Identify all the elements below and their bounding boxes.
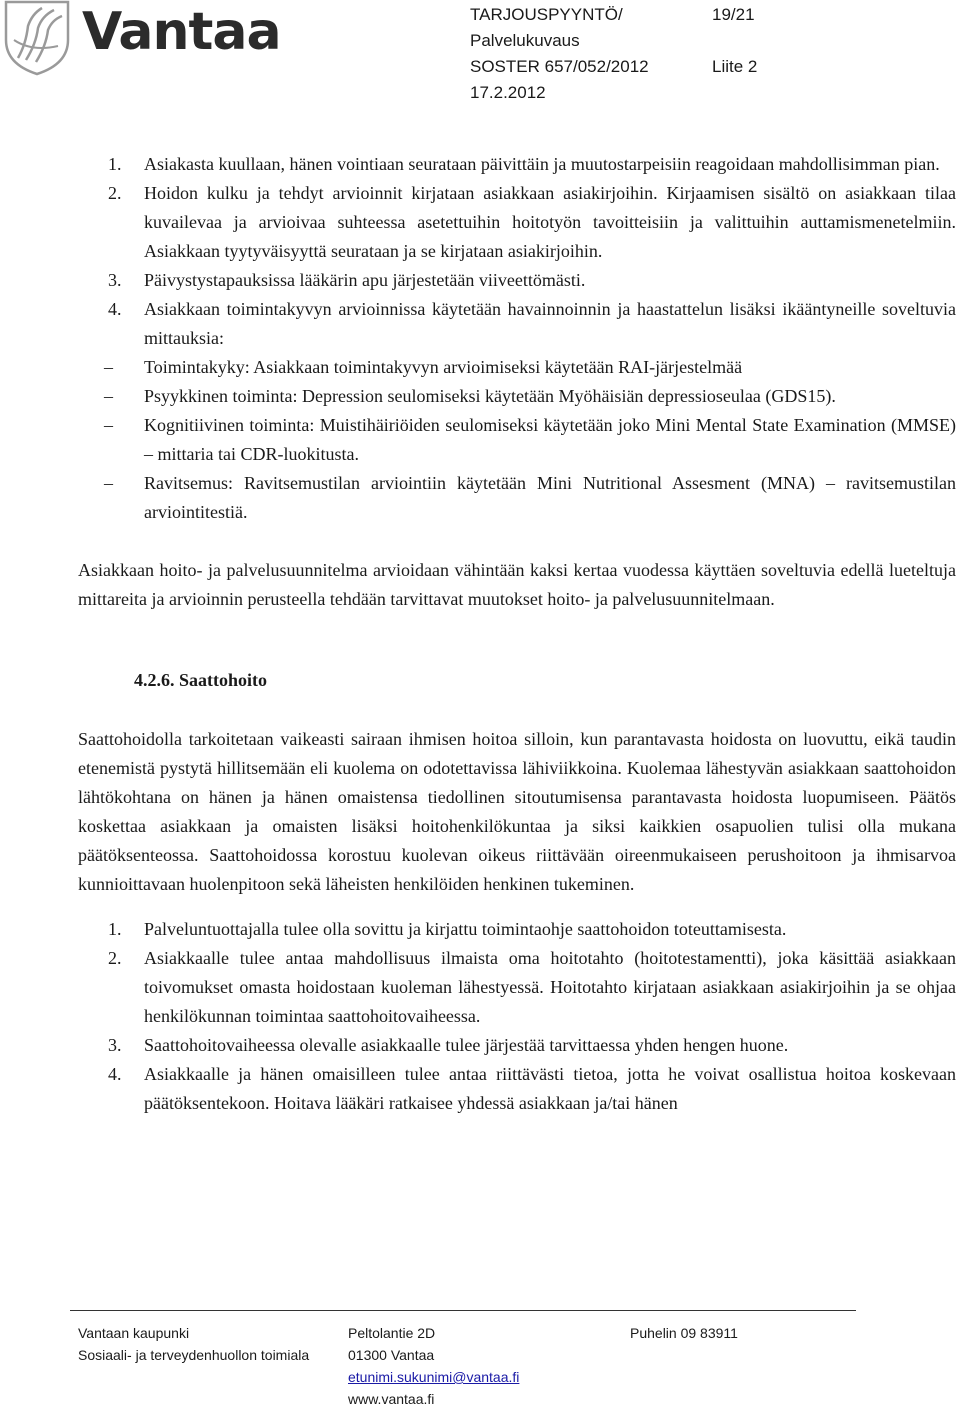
doc-type: TARJOUSPYYNTÖ/ <box>470 5 623 24</box>
list-item <box>78 150 956 179</box>
list-item-text: Ravitsemus: Ravitsemustilan arviointiin käytetään Mini Nutritional Assesment (MNA) – ravitsemustilan arviointitestiä. <box>144 473 956 522</box>
list-item-text: Asiakkaalle ja hänen omaisilleen tulee antaa riittävästi tietoa, jotta he voivat osallistua hoitoa koskevaan päätöksentekoon. Hoitava lääkäri ratkaisee yhdessä asiakkaan ja/tai hänen <box>144 1064 956 1113</box>
list-item-text: Asiakkaan toimintakyvyn arvioinnissa käytetään havainnoinnin ja haastattelun lisäksi ikääntyneille soveltuvia mittauksia: <box>144 299 956 348</box>
numbered-list <box>78 915 956 1118</box>
list-item <box>78 1060 956 1118</box>
list-item <box>78 915 956 944</box>
list-number: 4. <box>108 1064 122 1084</box>
email-link[interactable]: etunimi.sukunimi@vantaa.fi <box>348 1369 520 1385</box>
list-item <box>78 944 956 1031</box>
footer-address <box>348 1322 519 1405</box>
list-item-text: Toimintakyky: Asiakkaan toimintakyvyn arvioimiseksi käytetään RAI-järjestelmää <box>144 357 743 377</box>
list-item-text: Kognitiivinen toiminta: Muistihäiriöiden seulomiseksi käytetään joko Mini Mental State Examination (MMSE) – mittaria tai CDR-luokitusta. <box>144 415 956 464</box>
list-item <box>78 266 956 295</box>
footer-contact <box>630 1322 738 1344</box>
document-body <box>78 150 956 1118</box>
list-item-text: Saattohoitovaiheessa olevalle asiakkaalle tulee järjestää tarvittaessa yhden hengen huone. <box>144 1035 789 1055</box>
list-item <box>78 411 956 469</box>
postal-address: 01300 Vantaa <box>348 1347 435 1363</box>
attachment-label: Liite 2 <box>712 57 758 76</box>
numbered-list <box>78 150 956 353</box>
list-number: 2. <box>108 183 122 203</box>
organization-name: Vantaan kaupunki <box>78 1325 190 1341</box>
street-address: Peltolantie 2D <box>348 1325 436 1341</box>
dash-bullet: – <box>104 386 113 406</box>
measurement-list <box>78 353 956 527</box>
list-number: 3. <box>108 1035 122 1055</box>
list-item-text: Psyykkinen toiminta: Depression seulomiseksi käytetään Myöhäisiän depressioseulaa (GDS15). <box>144 386 836 406</box>
dash-bullet: – <box>104 357 113 377</box>
list-item <box>78 469 956 527</box>
list-item-text: Hoidon kulku ja tehdyt arvioinnit kirjataan asiakkaan asiakirjoihin. Kirjaamisen sisältö on asiakkaan tilaa kuvailevaa ja arvioivaa suhteessa asetettuihin hoitotyön tavoitteisiin ja valittuihin auttamismenetelmiin. Asiakkaan tyytyväisyyttä seurataan ja se kirjataan asiakirjoihin. <box>144 183 956 261</box>
document-date: 17.2.2012 <box>470 83 546 102</box>
list-number: 1. <box>108 919 122 939</box>
phone-number: Puhelin 09 83911 <box>630 1325 738 1341</box>
paragraph: Saattohoidolla tarkoitetaan vaikeasti sairaan ihmisen hoitoa silloin, kun parantavasta hoidosta on luovuttu, eikä taudin etenemistä pystytä hillitsemään eli kuolema on odotettavissa lähiviikkoina. Kuolemaa lähestyvän asiakkaan saattohoidon lähtökohtana on hänen ja hänen omaistensa tiedollinen sitoutumisensa parantavasta hoidosta luopumiseen. Päätös koskettaa asiakkaan ja omaisten lisäksi hoitohenkilökuntaa ja siksi kaikkien osapuolien tulisi olla mukana päätöksenteossa. Saattohoidossa korostuu kuolevan oikeus riittävään oireenmukaiseen perushoitoon ja ihmisarvoa kunnioittavaan huolenpitoon sekä läheisten henkilöiden henkinen tukeminen. <box>78 729 956 894</box>
list-item <box>78 1031 956 1060</box>
website-text: www.vantaa.fi <box>348 1391 435 1405</box>
page-header <box>0 0 960 110</box>
dash-bullet: – <box>104 415 113 435</box>
reference-number: SOSTER 657/052/2012 <box>470 57 649 76</box>
vantaa-emblem-icon <box>2 0 72 76</box>
footer-organization <box>78 1322 309 1366</box>
department-name: Sosiaali- ja terveydenhuollon toimiala <box>78 1347 310 1363</box>
section-heading: 4.2.6. Saattohoito <box>134 670 268 690</box>
list-item <box>78 382 956 411</box>
page-number: 19/21 <box>712 5 755 24</box>
list-item-text: Asiakasta kuullaan, hänen vointiaan seurataan päivittäin ja muutostarpeisiin reagoidaan mahdollisimman pian. <box>144 154 940 174</box>
list-item-text: Palveluntuottajalla tulee olla sovittu ja kirjattu toimintaohje saattohoidon toteuttamisesta. <box>144 919 787 939</box>
footer-divider <box>70 1310 856 1311</box>
list-item-text: Päivystystapauksissa lääkärin apu järjestetään viiveettömästi. <box>144 270 586 290</box>
list-number: 4. <box>108 299 122 319</box>
service-description: Palvelukuvaus <box>470 31 580 50</box>
list-item <box>78 295 956 353</box>
dash-bullet: – <box>104 473 113 493</box>
list-item <box>78 353 956 382</box>
list-number: 1. <box>108 154 122 174</box>
list-item <box>78 179 956 266</box>
document-meta <box>470 2 770 106</box>
list-item-text: Asiakkaalle tulee antaa mahdollisuus ilmaista oma hoitotahto (hoitotestamentti), joka käsittää asiakkaan toivomukset omasta hoidostaan kuoleman lähestyessä. Hoitotahto kirjataan asiakkaan asiakirjoihin ja se ohjaa henkilökunnan toimintaa saattohoitovaiheessa. <box>144 948 956 1026</box>
paragraph: Asiakkaan hoito- ja palvelusuunnitelma arvioidaan vähintään kaksi kertaa vuodessa käyttäen soveltuvia edellä lueteltuja mittareita ja arvioinnin perusteella tehdään tarvittavat muutokset hoito- ja palvelusuunnitelmaan. <box>78 560 956 609</box>
list-number: 2. <box>108 948 122 968</box>
logo-wordmark: Vantaa <box>82 2 281 62</box>
list-number: 3. <box>108 270 122 290</box>
